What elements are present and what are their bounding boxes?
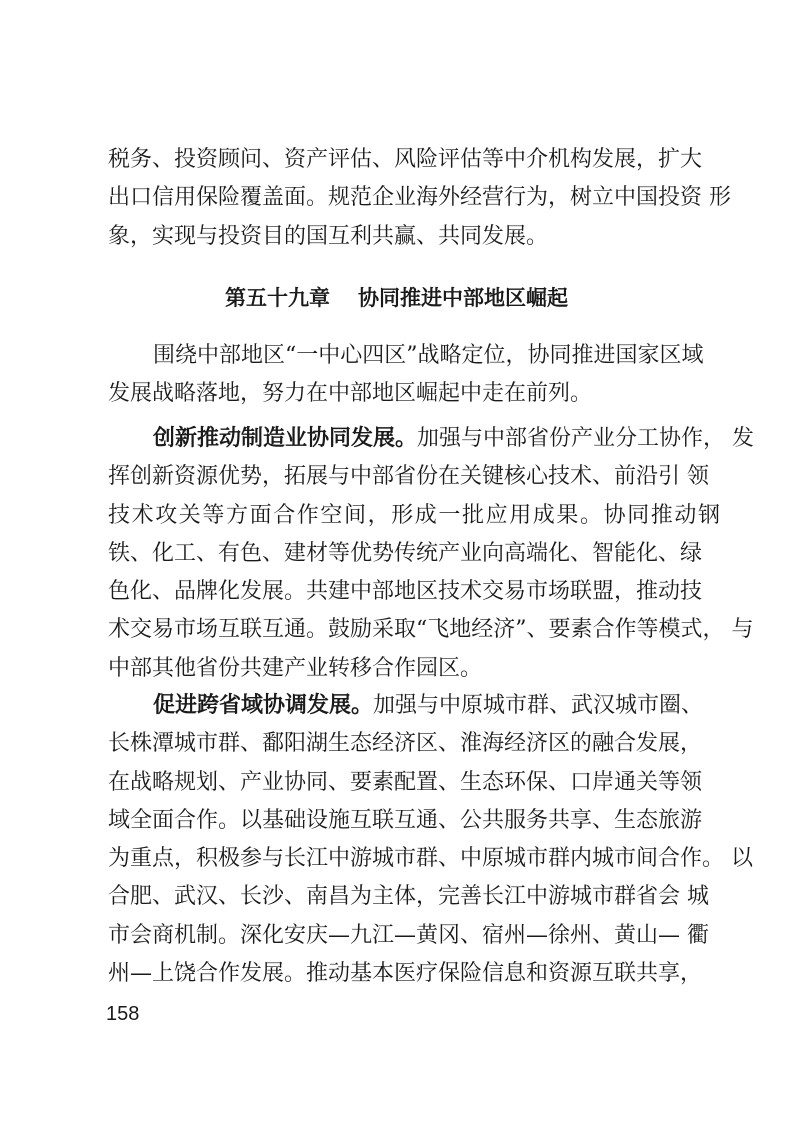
chapter-number: 第五十九章	[225, 286, 330, 310]
text-line: 技术攻关等方面合作空间，形成一批应用成果。协同推动钢	[108, 502, 722, 528]
text-line: 出口信用保险覆盖面。规范企业海外经营行为，树立中国投资 形	[108, 185, 731, 211]
text-line: 围绕中部地区“一中心四区”战略定位，协同推进国家区域	[153, 343, 704, 368]
text-span: 加强与中原城市群、武汉城市圈、	[373, 693, 704, 718]
text-line: 合肥、武汉、长沙、南昌为主体，完善长江中游城市群省会 城	[108, 884, 709, 910]
section-lead: 创新推动制造业协同发展。	[153, 426, 418, 451]
section-lead: 促进跨省域协调发展。	[153, 693, 374, 718]
chapter-title: 协同推进中部地区崛起	[358, 286, 568, 310]
text-line	[108, 687, 704, 725]
text-line	[108, 420, 755, 458]
text-line: 术交易市场互联互通。鼓励采取“飞地经济”、要素合作等模式， 与	[108, 617, 754, 643]
text-line: 长株潭城市群、鄱阳湖生态经济区、淮海经济区的融合发展，	[108, 731, 703, 757]
text-line: 中部其他省份共建产业转移合作园区。	[108, 655, 483, 681]
chapter-heading	[0, 282, 793, 314]
section-manufacturing	[108, 420, 755, 688]
text-line: 挥创新资源优势，拓展与中部省份在关键核心技术、前沿引 领	[108, 464, 709, 490]
text-line: 州—上饶合作发展。推动基本医疗保险信息和资源互联共享，	[108, 961, 703, 987]
text-line: 铁、化工、有色、建材等优势传统产业向高端化、智能化、绿	[108, 540, 703, 566]
intro-paragraph	[108, 337, 704, 414]
text-line: 色化、品牌化发展。共建中部地区技术交易市场联盟，推动技	[108, 579, 703, 605]
text-line: 在战略规划、产业协同、要素配置、生态环保、口岸通关等领	[108, 769, 703, 795]
text-line: 为重点，积极参与长江中游城市群、中原城市群内城市间合作。 以	[108, 846, 753, 872]
continued-paragraph	[108, 141, 731, 256]
text-span: 加强与中部省份产业分工协作， 发	[417, 426, 755, 451]
text-line: 域全面合作。以基础设施互联互通、公共服务共享、生态旅游	[108, 807, 703, 833]
page-number: 158	[106, 1003, 140, 1025]
text-line: 市会商机制。深化安庆—九江—黄冈、宿州—徐州、黄山— 衢	[108, 922, 709, 948]
text-line: 发展战略落地，努力在中部地区崛起中走在前列。	[108, 381, 593, 407]
text-line: 象，实现与投资目的国互利共赢、共同发展。	[108, 223, 549, 249]
text-line: 税务、投资顾问、资产评估、风险评估等中介机构发展，扩大	[108, 147, 703, 172]
section-cross-province	[108, 687, 753, 993]
